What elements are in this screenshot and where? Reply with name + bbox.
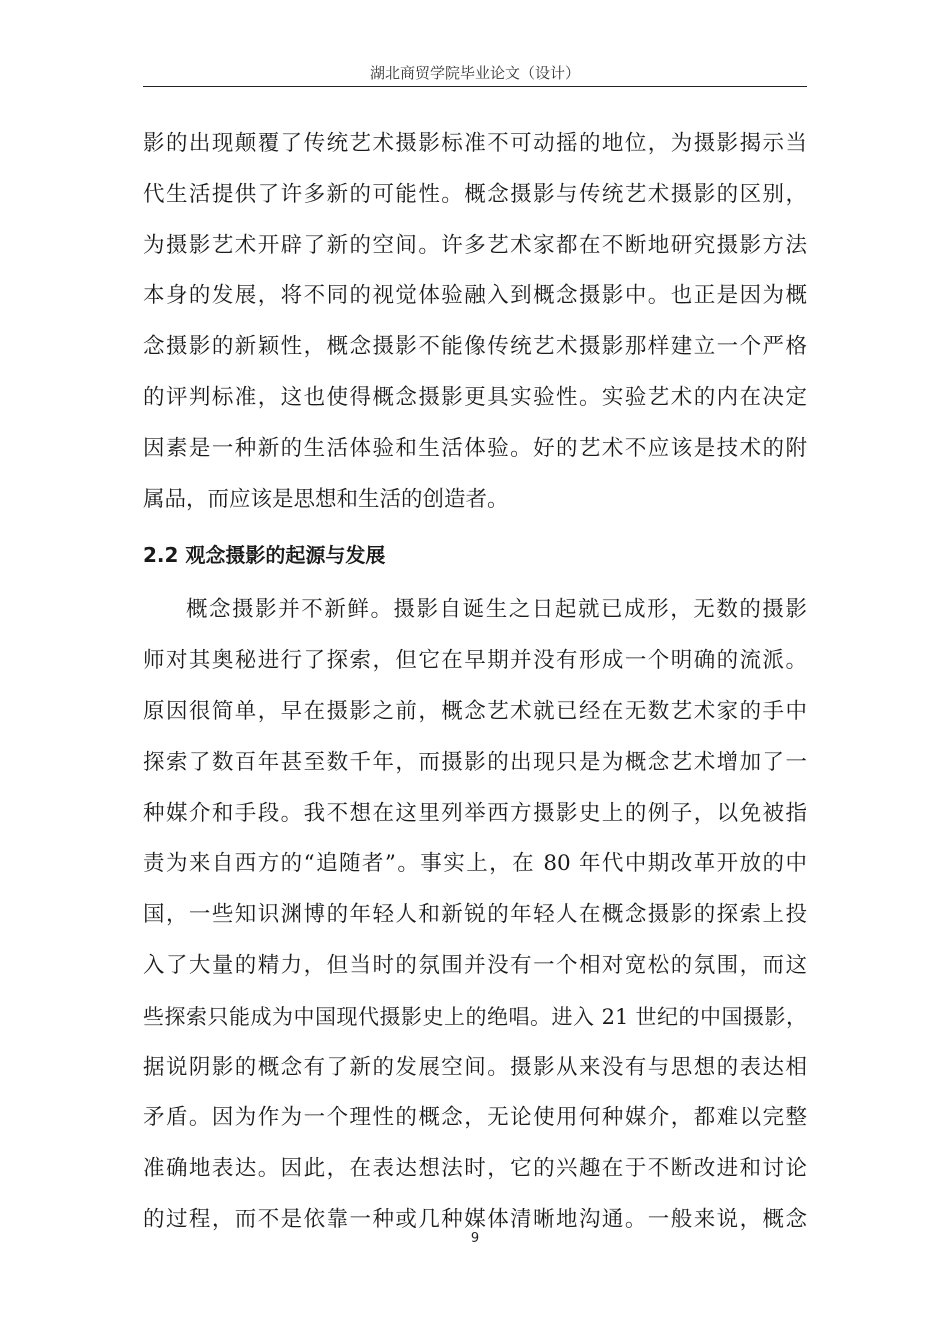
text-line: 原因很简单，早在摄影之前，概念艺术就已经在无数艺术家的手中 — [143, 698, 807, 724]
text-line: 师对其奥秘进行了探索，但它在早期并没有形成一个明确的流派。 — [143, 648, 807, 674]
text-line: 概念摄影并不新鲜。摄影自诞生之日起就已成形，无数的摄影 — [186, 597, 807, 623]
text-line: 探索了数百年甚至数千年，而摄影的出现只是为概念艺术增加了一 — [143, 749, 807, 775]
text-line: 据说阴影的概念有了新的发展空间。摄影从来没有与思想的表达相 — [143, 1054, 807, 1080]
text-line: 本身的发展，将不同的视觉体验融入到概念摄影中。也正是因为概 — [143, 283, 807, 309]
text-line: 些探索只能成为中国现代摄影史上的绝唱。进入 21 世纪的中国摄影， — [143, 1004, 807, 1029]
page-number: 9 — [470, 1231, 480, 1246]
text-line: 责为来自西方的“追随者”。事实上，在 80 年代中期改革开放的中 — [143, 851, 807, 877]
text-line: 属品，而应该是思想和生活的创造者。 — [143, 486, 509, 512]
text-line: 为摄影艺术开辟了新的空间。许多艺术家都在不断地研究摄影方法 — [143, 232, 807, 258]
running-header: 湖北商贸学院毕业论文（设计） — [369, 64, 580, 82]
text-line: 国，一些知识渊博的年轻人和新锐的年轻人在概念摄影的探索上投 — [143, 902, 807, 928]
text-line: 影的出现颠覆了传统艺术摄影标准不可动摇的地位，为摄影揭示当 — [143, 131, 807, 156]
section-heading: 2.2 观念摄影的起源与发展 — [143, 543, 386, 568]
header-rule — [143, 86, 807, 87]
text-line: 入了大量的精力，但当时的氛围并没有一个相对宽松的氛围，而这 — [143, 952, 807, 978]
text-line: 种媒介和手段。我不想在这里列举西方摄影史上的例子，以免被指 — [143, 800, 807, 826]
text-line: 矛盾。因为作为一个理性的概念，无论使用何种媒介，都难以完整 — [143, 1105, 807, 1131]
text-line: 的过程，而不是依靠一种或几种媒体清晰地沟通。一般来说，概念 — [143, 1206, 807, 1232]
paragraph-2 — [143, 585, 807, 1245]
text-line: 因素是一种新的生活体验和生活体验。好的艺术不应该是技术的附 — [143, 435, 807, 461]
text-line: 念摄影的新颖性，概念摄影不能像传统艺术摄影那样建立一个严格 — [143, 334, 807, 360]
text-line: 的评判标准，这也使得概念摄影更具实验性。实验艺术的内在决定 — [143, 384, 807, 410]
body-text — [143, 119, 807, 1246]
paragraph-1 — [143, 119, 807, 525]
text-line: 准确地表达。因此，在表达想法时，它的兴趣在于不断改进和讨论 — [143, 1156, 807, 1182]
text-line: 代生活提供了许多新的可能性。概念摄影与传统艺术摄影的区别， — [143, 181, 807, 207]
